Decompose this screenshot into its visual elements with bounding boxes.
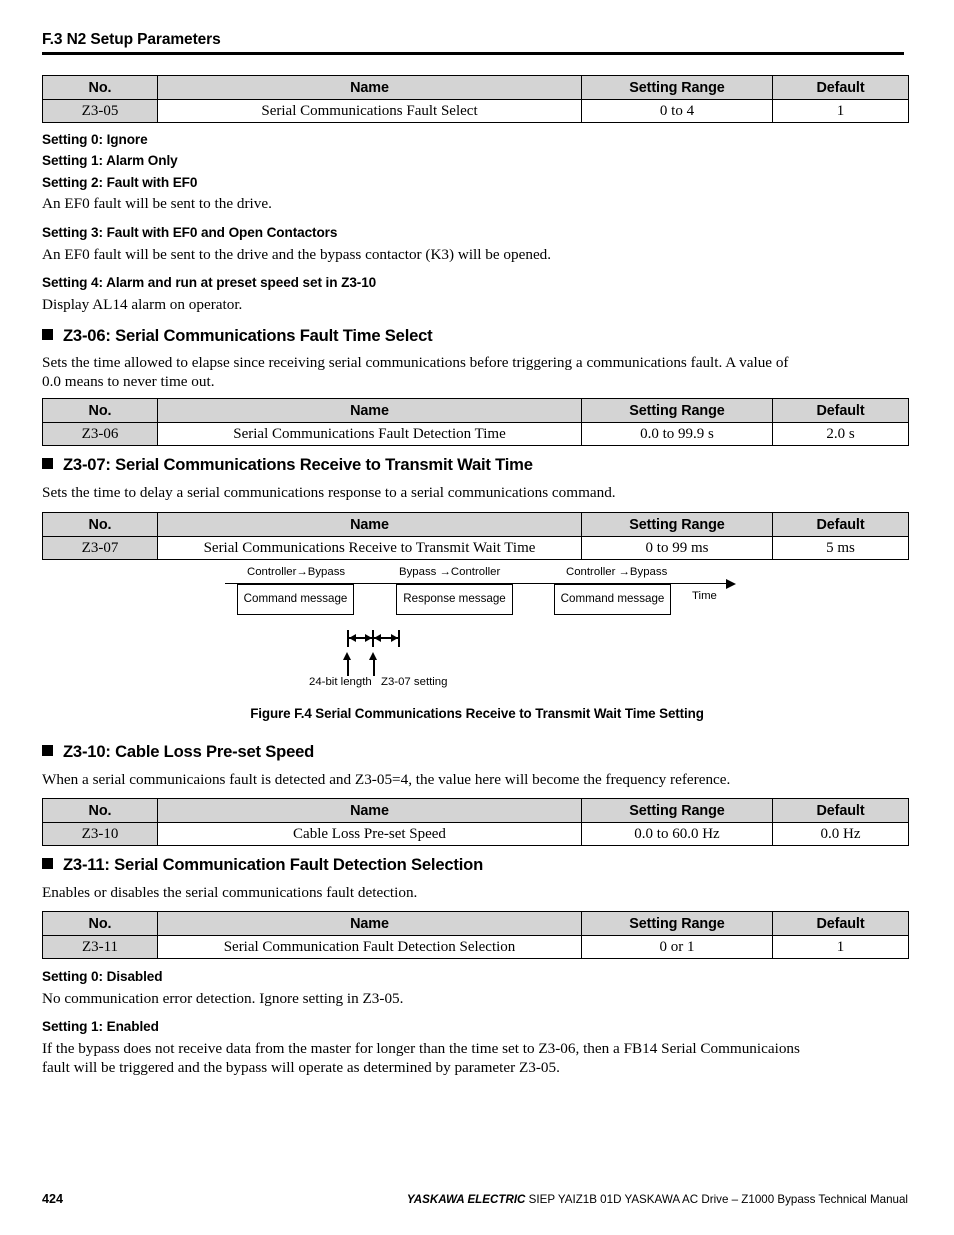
table-header-row [43,513,909,537]
col-header-default: Default [773,399,909,423]
direction-label-2: Bypass →Controller [399,566,501,578]
cell-range: 0 to 99 ms [582,537,773,560]
col-header-name: Name [158,912,582,936]
col-header-name: Name [158,399,582,423]
section-intro-z3-06-line1: Sets the time allowed to elapse since receiving serial communications before triggering a communications fault. A value of [42,354,789,371]
cell-default: 2.0 s [773,423,909,446]
dimension-label-1: 24-bit length [309,676,372,688]
dimension-tick-right [398,630,400,647]
col-header-default: Default [773,912,909,936]
cell-range: 0.0 to 99.9 s [582,423,773,446]
pointer-arrow-head-2 [369,652,377,660]
square-bullet-icon [42,329,53,340]
table-row [43,100,909,123]
cell-range: 0 or 1 [582,936,773,959]
cell-name: Cable Loss Pre-set Speed [158,823,582,846]
table-row [43,823,909,846]
col-header-no: No. [43,76,158,100]
cell-default: 1 [773,100,909,123]
setting-heading-2: Setting 2: Fault with EF0 [42,175,198,190]
col-header-range: Setting Range [582,799,773,823]
setting-body-4: Display AL14 alarm on operator. [42,296,243,313]
square-bullet-icon [42,745,53,756]
col-header-range: Setting Range [582,912,773,936]
cell-no: Z3-07 [43,537,158,560]
col-header-default: Default [773,76,909,100]
setting-heading-enabled: Setting 1: Enabled [42,1019,159,1034]
col-header-no: No. [43,399,158,423]
direction-label-3: Controller →Bypass [566,566,668,578]
dimension-arrow-right-1 [365,634,372,642]
cell-no: Z3-06 [43,423,158,446]
table-row [43,537,909,560]
figure-timing-diagram [0,560,954,720]
square-bullet-icon [42,858,53,869]
col-header-range: Setting Range [582,399,773,423]
message-box-1: Command message [237,584,354,615]
section-heading-text: Z3-06: Serial Communications Fault Time Select [63,326,433,345]
setting-body-disabled: No communication error detection. Ignore setting in Z3-05. [42,990,404,1007]
cell-name: Serial Communication Fault Detection Selection [158,936,582,959]
section-heading-z3-07 [42,455,533,475]
cell-range: 0.0 to 60.0 Hz [582,823,773,846]
table-header-row [43,912,909,936]
dimension-arrow-left-1 [349,634,356,642]
col-header-no: No. [43,799,158,823]
cell-range: 0 to 4 [582,100,773,123]
section-heading-text: Z3-11: Serial Communication Fault Detection Selection [63,855,484,874]
col-header-name: Name [158,799,582,823]
message-box-3: Command message [554,584,671,615]
section-heading-text: Z3-07: Serial Communications Receive to Transmit Wait Time [63,455,533,474]
cell-default: 0.0 Hz [773,823,909,846]
col-header-range: Setting Range [582,76,773,100]
cell-no: Z3-11 [43,936,158,959]
setting-body-3: An EF0 fault will be sent to the drive and the bypass contactor (K3) will be opened. [42,246,552,263]
figure-caption: Figure F.4 Serial Communications Receive to Transmit Wait Time Setting [250,706,704,721]
dimension-arrow-right-2 [391,634,398,642]
param-table-z3-06 [42,398,909,446]
dimension-arrow-left-2 [374,634,381,642]
setting-heading-disabled: Setting 0: Disabled [42,969,163,984]
time-axis-arrow-icon [726,579,736,589]
cell-name: Serial Communications Fault Detection Time [158,423,582,446]
message-box-2: Response message [396,584,513,615]
pointer-stem-2 [373,659,375,676]
col-header-no: No. [43,513,158,537]
setting-body-enabled-line1: If the bypass does not receive data from the master for longer than the time set to Z3-06, then a FB14 Serial Communicaions [42,1040,800,1057]
setting-heading-3: Setting 3: Fault with EF0 and Open Contactors [42,225,338,240]
col-header-no: No. [43,912,158,936]
setting-body-enabled-line2: fault will be triggered and the bypass will operate as determined by parameter Z3-05. [42,1059,560,1076]
cell-no: Z3-05 [43,100,158,123]
dimension-label-2: Z3-07 setting [381,676,448,688]
footer-document-text [407,1193,908,1206]
footer-brand: YASKAWA ELECTRIC [406,1193,526,1206]
section-intro-z3-11: Enables or disables the serial communications fault detection. [42,884,418,901]
col-header-default: Default [773,513,909,537]
page-title: F.3 N2 Setup Parameters [42,31,221,48]
page-header [42,31,904,55]
setting-heading-0: Setting 0: Ignore [42,132,148,147]
section-intro-z3-07: Sets the time to delay a serial communications response to a serial communications command. [42,484,616,501]
param-table-z3-10 [42,798,909,846]
pointer-arrow-head-1 [343,652,351,660]
time-axis-label: Time [692,590,717,602]
col-header-name: Name [158,76,582,100]
section-heading-z3-10 [42,742,314,762]
param-table-z3-05 [42,75,909,123]
col-header-default: Default [773,799,909,823]
cell-default: 1 [773,936,909,959]
section-heading-text: Z3-10: Cable Loss Pre-set Speed [63,742,315,761]
cell-name: Serial Communications Fault Select [158,100,582,123]
cell-default: 5 ms [773,537,909,560]
param-table-z3-07 [42,512,909,560]
direction-label-1: Controller→Bypass [247,566,346,578]
header-rule [42,52,904,55]
col-header-range: Setting Range [582,513,773,537]
pointer-stem-1 [347,659,349,676]
section-intro-z3-06-line2: 0.0 means to never time out. [42,373,215,390]
setting-heading-4: Setting 4: Alarm and run at preset speed set in Z3-10 [42,275,377,290]
section-heading-z3-11 [42,855,483,875]
table-row [43,423,909,446]
cell-name: Serial Communications Receive to Transmit Wait Time [158,537,582,560]
footer-doc-title: SIEP YAIZ1B 01D YASKAWA AC Drive – Z1000 Bypass Technical Manual [525,1193,908,1206]
table-header-row [43,399,909,423]
cell-no: Z3-10 [43,823,158,846]
page-number: 424 [42,1192,64,1206]
square-bullet-icon [42,458,53,469]
col-header-name: Name [158,513,582,537]
table-header-row [43,76,909,100]
setting-heading-1: Setting 1: Alarm Only [42,153,178,168]
section-intro-z3-10: When a serial communicaions fault is detected and Z3-05=4, the value here will become the frequency reference. [42,771,731,788]
table-header-row [43,799,909,823]
section-heading-z3-06 [42,326,433,346]
table-row [43,936,909,959]
param-table-z3-11 [42,911,909,959]
setting-body-2: An EF0 fault will be sent to the drive. [42,195,272,212]
page-footer [42,1192,908,1210]
